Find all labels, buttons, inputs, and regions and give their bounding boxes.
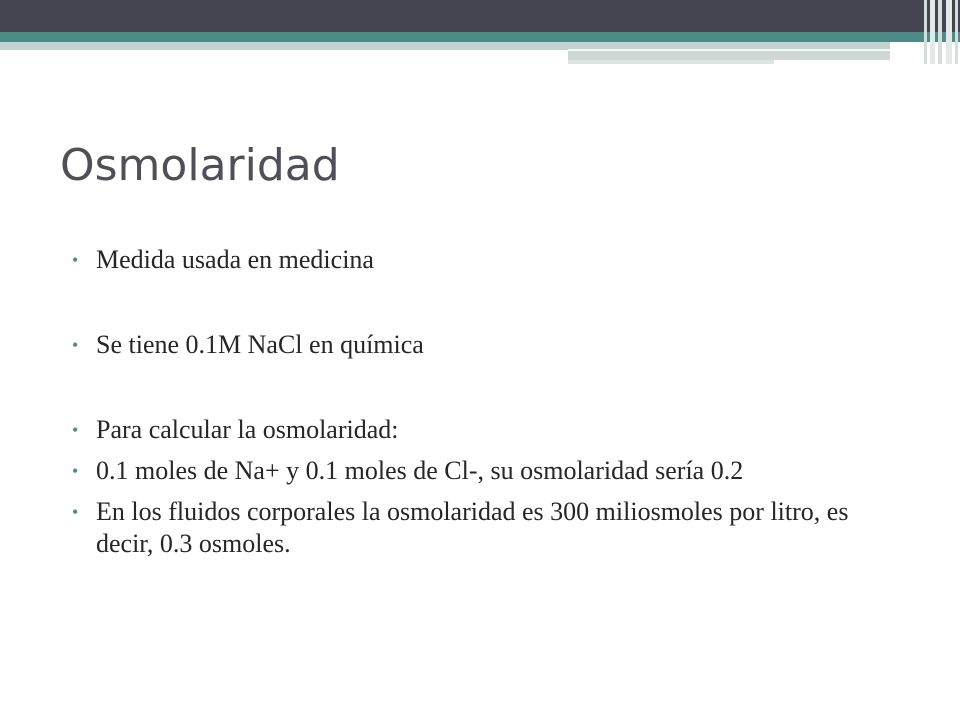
slide-title: Osmolaridad	[60, 140, 340, 191]
header-light-stripe-short	[568, 50, 890, 60]
header-vertical-bars	[924, 0, 960, 64]
bullet-text: 0.1 moles de Na+ y 0.1 moles de Cl-, su osmolaridad sería 0.2	[96, 456, 744, 485]
bullet-dot-icon: •	[72, 420, 79, 440]
bullet-text: Se tiene 0.1M NaCl en química	[96, 330, 424, 359]
header-white-line	[568, 49, 890, 51]
header-teal-stripe	[0, 32, 960, 42]
bullet-item	[72, 455, 872, 487]
bullet-dot-icon: •	[72, 335, 79, 355]
bullet-item	[72, 496, 872, 560]
bullet-dot-icon: •	[72, 461, 79, 481]
bullet-dot-icon: •	[72, 502, 79, 522]
bullet-item	[72, 329, 872, 361]
bullet-dot-icon: •	[72, 250, 79, 270]
bullet-text: Para calcular la osmolaridad:	[96, 415, 399, 444]
bullet-text: En los fluidos corporales la osmolaridad es 300 miliosmoles por litro, es decir, 0.3 osmoles.	[96, 497, 849, 558]
header-light-stripe-shorter	[568, 60, 774, 64]
header-dark-band	[0, 0, 960, 32]
bullet-item	[72, 414, 872, 446]
bullet-text: Medida usada en medicina	[96, 245, 374, 274]
bullet-item	[72, 244, 872, 276]
bullet-list	[72, 244, 872, 560]
